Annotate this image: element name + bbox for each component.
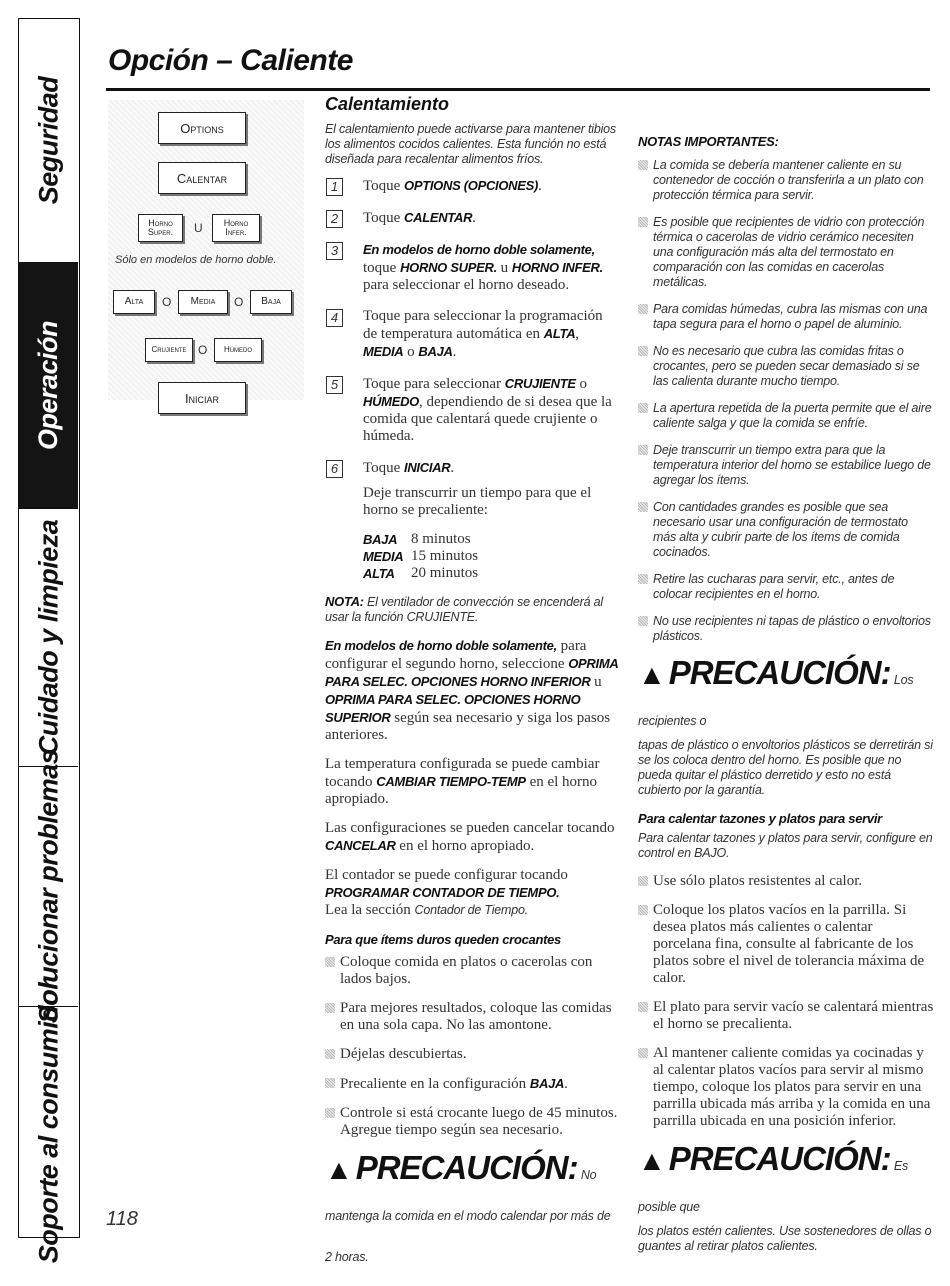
caution-text: Es posible que [638,1159,909,1214]
step-1 [325,177,620,195]
step-text: . [450,460,455,476]
key-name: MEDIA [363,344,404,359]
list-item: La apertura repetida de la puerta permite que el aire caliente salga y que la comida se enfríe. [638,401,934,431]
tab-solucionar-problemas[interactable] [19,749,78,1024]
step-5 [325,375,620,445]
list-item: Es posible que recipientes de vidrio con protección térmica o cacerolas de vidrio cerámico necesiten una configuración más alta del termostato en comparación con las comidas en cacerolas metálicas. [638,215,934,290]
plates-intro: Para calentar tazones y platos para servir, configure en control en BAJO. [638,831,933,860]
key-name: HÚMEDO [363,394,419,409]
level-time: 20 minutos [411,565,479,581]
tab-soporte-consumidor[interactable] [19,979,78,1264]
paragraph-text: para configurar el segundo horno, seleccione [325,638,587,672]
key-name: ALTA [543,326,576,341]
page-title: Opción – Caliente [108,44,353,77]
step-text: . [538,178,542,194]
step-emphasis: En modelos de horno doble solamente, [363,242,595,257]
paragraph-text: según sea necesario y siga los pasos anteriores. [325,710,611,743]
key-name: INICIAR [404,460,451,475]
control-panel-illustration [108,100,304,406]
double-oven-note: Sólo en modelos de horno doble. [115,254,277,266]
list-item: Con cantidades grandes es posible que sea necesario usar una configuración de termostato más alta y cubrir parte de los ítems de comida cocinados. [638,500,934,560]
note-text: El ventilador de convección se encenderá al usar la función CRUJIENTE. [325,595,603,624]
step-text: o [575,376,588,392]
list-item: Al mantener caliente comidas ya cocinadas y al calentar platos vacíos para servir al mismo tiempo, coloque los platos para servir en una parrilla ubicada más arriba y la comida en una parrilla ubicada en una posición inferior. [638,1045,934,1130]
key-name: CRUJIENTE [504,376,576,391]
key-name: BAJA [418,344,453,359]
step-text: para seleccionar el horno deseado. [363,277,570,293]
or-label: O [162,295,172,309]
caution-title: PRECAUCIÓN: [668,654,891,691]
alta-key: Alta [113,290,155,314]
tab-label: Soporte al consumidor [33,979,64,1264]
horno-super-key: Horno Super. [138,214,183,242]
list-item: El plato para servir vacío se calentará mientras el horno se precalienta. [638,999,934,1033]
list-item: Para comidas húmedas, cubra las mismas con una tapa segura para el horno o papel de aluminio. [638,302,934,332]
step-text: Toque [363,178,405,194]
intro-text: El calentamiento puede activarse para mantener tibios los alimentos cocidos calientes. Esta función no está diseñada para recalentar alimentos fríos. [325,122,616,166]
tab-label: Seguridad [33,76,63,205]
level-time: 15 minutos [411,548,479,564]
key-name: CAMBIAR TIEMPO-TEMP [376,774,526,789]
level-name: BAJA [363,532,398,547]
or-u-label: U [194,221,203,235]
key-name: CANCELAR [325,838,396,853]
iniciar-key: Iniciar [158,382,246,414]
key-name: HORNO SUPER. [400,260,497,275]
notes-heading: NOTAS IMPORTANTES: [638,134,779,149]
step-number: 5 [326,376,343,394]
paragraph-text: u [590,674,602,690]
bullet-text: . [564,1076,568,1092]
caution-text: No mantenga la comida en el modo calendar por más de 2 horas. [325,1168,611,1264]
caution-title: PRECAUCIÓN: [355,1149,578,1186]
section-tabs [18,18,80,1264]
list-item: No use recipientes ni tapas de plástico o envoltorios plásticos. [638,614,934,644]
crisp-heading: Para que ítems duros queden crocantes [325,932,561,947]
tab-label: Solucionar problemas [33,749,64,1024]
caution-heading [638,1142,934,1224]
bullet-text: Precaliente en la configuración [340,1076,530,1092]
note-label: NOTA: [325,594,364,609]
step-text: . [472,210,476,226]
step-number: 4 [326,309,343,327]
list-item: Déjelas descubiertas. [325,1046,620,1063]
level-row [363,565,620,582]
paragraph-text: La temperatura configurada se puede cambiar tocando [325,756,600,790]
list-item: Deje transcurrir un tiempo extra para que la temperatura interior del horno se estabilice luego de agregar los ítems. [638,443,934,488]
step-text: toque [363,260,401,276]
title-divider [106,88,930,91]
section-reference: Contador de Tiempo. [414,903,529,917]
list-item: No es necesario que cubra las comidas fritas o crocantes, pero se pueden secar demasiado si se las calienta durante mucho tiempo. [638,344,934,389]
key-name: OPRIMA PARA SELEC. OPCIONES HORNO SUPERIOR [325,692,581,725]
caution-text: Los recipientes o [638,673,914,728]
tab-operacion[interactable] [19,263,78,509]
caution-heading [638,656,934,738]
step-6 [325,459,620,519]
note-fan [325,594,620,625]
paragraph-text: El contador se puede configurar tocando [325,867,568,883]
step-text: u [496,260,512,276]
step-number: 3 [326,242,343,260]
tab-label: Cuidado y limpieza [33,519,64,756]
key-name: HORNO INFER. [511,260,603,275]
list-item: La comida se debería mantener caliente en su contenedor de cocción o transferirla a un plato con protección térmica para servir. [638,158,934,203]
preheat-times [363,531,620,582]
section-heading: Calentamiento [325,94,450,114]
timer-paragraph [325,867,620,919]
tab-cuidado-limpieza[interactable] [19,509,78,767]
double-oven-paragraph [325,637,620,744]
media-key: Media [178,290,228,314]
level-row [363,531,620,548]
paragraph-text: en el horno apropiado. [395,838,535,854]
or-label: O [198,343,208,357]
step-text: Toque [363,460,405,476]
preheat-text: Deje transcurrir un tiempo para que el horno se precaliente: [363,485,592,518]
level-row [363,548,620,565]
list-item: Use sólo platos resistentes al calor. [638,873,934,890]
list-item: Controle si está crocante luego de 45 minutos. Agregue tiempo según sea necesario. [325,1105,620,1139]
level-name: ALTA [363,566,395,581]
warning-triangle-icon: ▲ [638,659,665,690]
step-text: Toque para seleccionar [363,376,505,392]
tab-seguridad[interactable] [19,19,78,263]
step-text: Toque para seleccionar la programación de temperatura automática en [363,308,603,342]
step-text: . [452,344,457,360]
caution-box [325,1151,620,1274]
step-number: 1 [326,178,343,196]
baja-key: Baja [250,290,292,314]
tab-label: Operación [33,320,64,451]
step-text: , dependiendo de si desea que la comida que calentará quede crujiente o húmeda. [363,394,612,444]
caution-box [638,656,934,798]
list-item: Coloque los platos vacíos en la parrilla. Si desea platos más calientes o calentar porcelana fina, consulte al fabricante de los platos sobre el nivel de tolerancia máxima de calor. [638,902,934,987]
column-instructions [325,96,620,1286]
key-name: CALENTAR [404,210,473,225]
step-text: o [403,344,419,360]
options-key: Options [158,112,246,144]
level-name: MEDIA [363,549,404,564]
change-temp-paragraph [325,756,620,808]
caution-text: tapas de plástico o envoltorios plásticos se derretirán si se los coloca dentro del horno. Es posible que no pueda quitar el plástico derretido y esto no está cubierto por la garantía. [638,738,933,797]
caution-title: PRECAUCIÓN: [668,1140,891,1177]
paragraph-text: Las configuraciones se pueden cancelar tocando [325,820,615,836]
column-notes [638,133,934,1266]
caution-text: los platos estén calientes. Use sostenedores de ollas o guantes al retirar platos calientes. [638,1224,932,1253]
warning-triangle-icon: ▲ [638,1145,665,1176]
list-item: Coloque comida en platos o cacerolas con lados bajos. [325,954,620,988]
level-time: 8 minutos [411,531,471,547]
step-4 [325,308,620,361]
step-3 [325,241,620,294]
calentar-key: Calentar [158,162,246,194]
step-number: 2 [326,210,343,228]
crujiente-key: Crujiente [145,338,193,362]
plates-heading: Para calentar tazones y platos para servir [638,811,882,826]
step-number: 6 [326,460,343,478]
step-text: Toque [363,210,405,226]
cancel-paragraph [325,820,620,855]
caution-heading [325,1151,620,1274]
key-name: BAJA [529,1076,565,1091]
key-name: PROGRAMAR CONTADOR DE TIEMPO. [325,885,560,900]
step-2 [325,209,620,227]
humedo-key: Húmedo [214,338,262,362]
or-label: O [234,295,244,309]
key-name: OPTIONS (OPCIONES) [404,178,539,193]
list-item: Para mejores resultados, coloque las comidas en una sola capa. No las amontone. [325,1000,620,1034]
horno-infer-key: Horno Infer. [212,214,260,242]
list-item [325,1075,620,1093]
emphasis: En modelos de horno doble solamente, [325,638,557,653]
paragraph-text: en el horno apropiado. [325,774,598,807]
page-number: 118 [106,1208,138,1230]
paragraph-text: Lea la sección [325,902,415,918]
caution-box [638,1142,934,1254]
warning-triangle-icon: ▲ [325,1154,352,1185]
step-text: , [575,326,580,342]
list-item: Retire las cucharas para servir, etc., antes de colocar recipientes en el horno. [638,572,934,602]
key-name: OPRIMA PARA SELEC. OPCIONES HORNO INFERIOR [325,656,618,689]
